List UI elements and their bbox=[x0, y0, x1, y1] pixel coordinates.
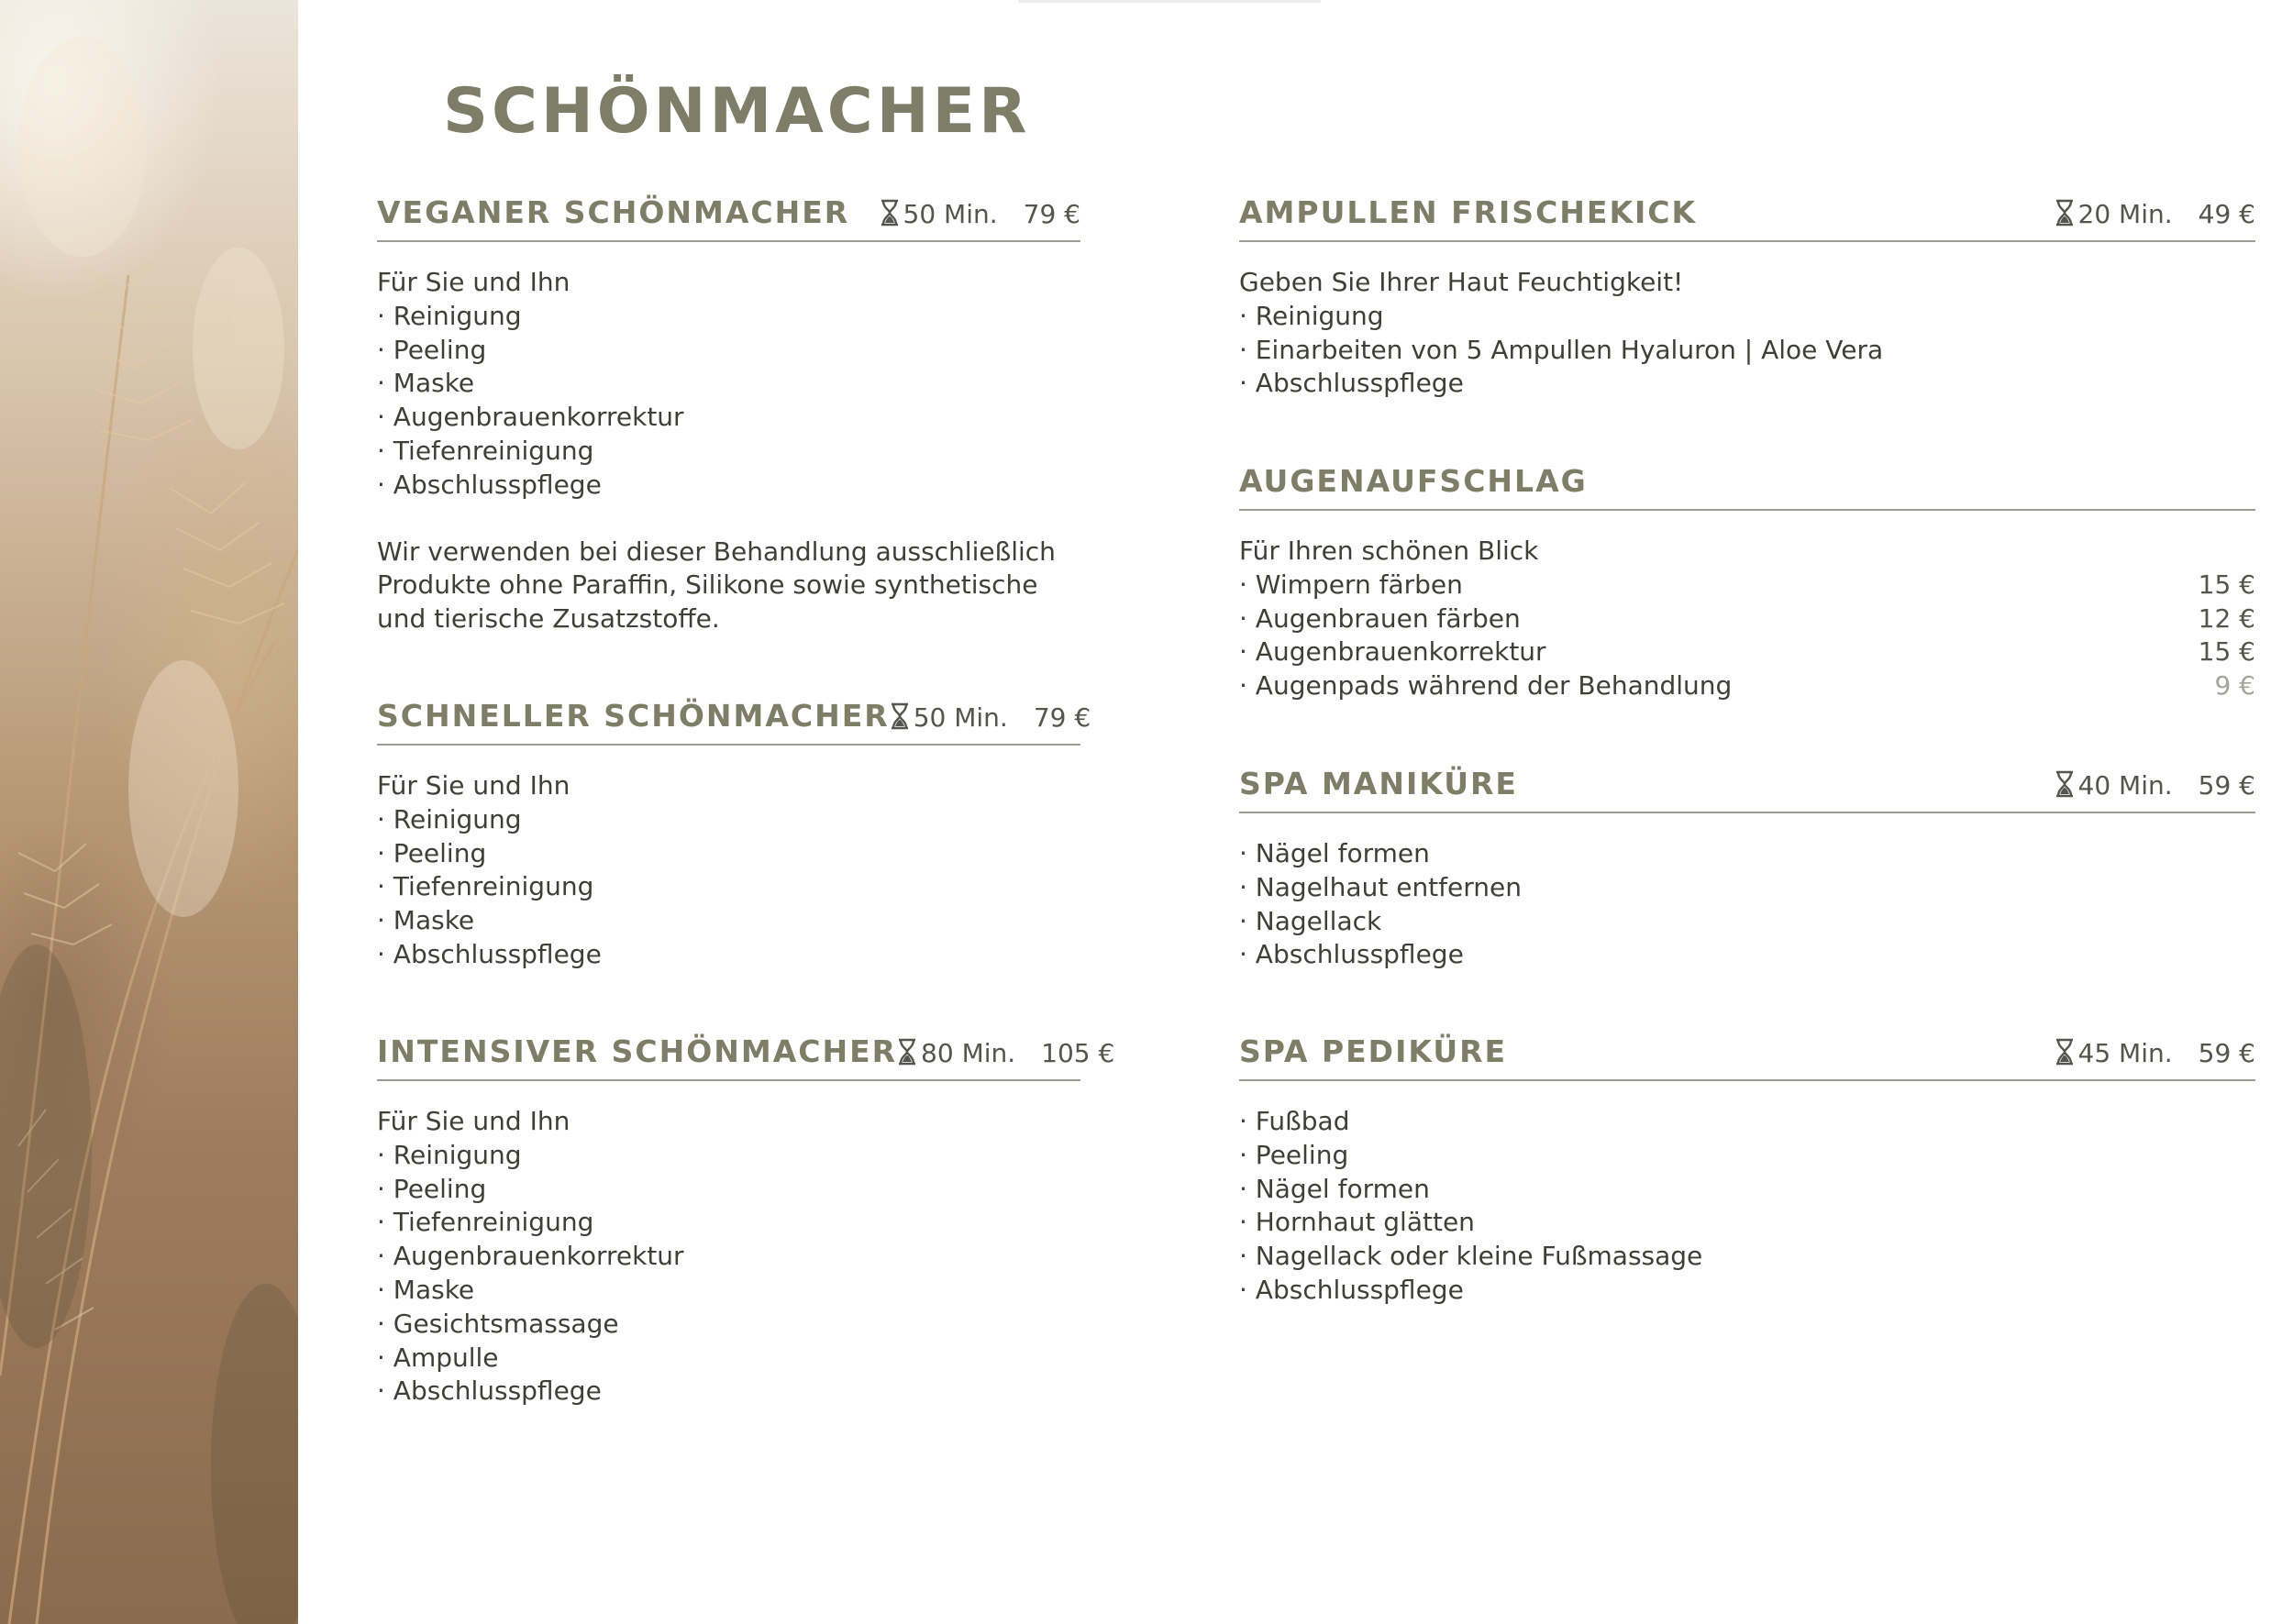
service-duration: 40 Min. bbox=[2077, 770, 2173, 801]
service-line: · Abschlusspflege bbox=[1239, 368, 1464, 399]
service-description bbox=[1239, 1081, 2255, 1308]
priced-item bbox=[1239, 569, 2255, 602]
hourglass-icon bbox=[890, 702, 910, 730]
service-line: · Peeling bbox=[1239, 1139, 1349, 1170]
service-price: 79 € bbox=[1023, 199, 1080, 229]
service-ampullen-frischekick bbox=[1239, 194, 2255, 401]
service-line: · Augenbrauenkorrektur bbox=[377, 1241, 684, 1272]
hourglass-icon bbox=[2055, 1038, 2075, 1066]
pampas-grass-photo bbox=[0, 0, 298, 1624]
service-duration: 45 Min. bbox=[2077, 1038, 2173, 1068]
priced-item-label: · Augenpads während der Behandlung bbox=[1239, 670, 1733, 702]
priced-item-price: 12 € bbox=[2198, 602, 2255, 634]
service-line: · Tiefenreinigung bbox=[377, 871, 594, 902]
service-line: · Fußbad bbox=[1239, 1106, 1350, 1136]
service-spa-pedikuere bbox=[1239, 1033, 2255, 1308]
service-meta bbox=[2055, 767, 2255, 801]
service-line: · Tiefenreinigung bbox=[377, 435, 594, 466]
service-header bbox=[377, 1033, 1115, 1081]
service-meta bbox=[897, 1034, 1114, 1068]
service-note: Wir verwenden bei dieser Behandlung ausschließlich Produkte ohne Paraffin, Silikone sowie synthetische und tierische Zusatzstoffe. bbox=[377, 536, 1056, 635]
page-title: SCHÖNMACHER bbox=[443, 75, 1031, 148]
service-price: 59 € bbox=[2198, 1038, 2255, 1068]
service-spa-manikuere bbox=[1239, 766, 2255, 972]
service-line: · Reinigung bbox=[1239, 300, 1384, 331]
priced-item-label: · Wimpern färben bbox=[1239, 569, 1463, 600]
priced-item bbox=[1239, 669, 2255, 703]
service-line: · Maske bbox=[377, 905, 475, 936]
service-line: · Augenbrauenkorrektur bbox=[377, 402, 684, 433]
service-line: · Peeling bbox=[377, 334, 487, 365]
service-title: AUGENAUFSCHLAG bbox=[1239, 463, 1588, 499]
service-line: · Abschlusspflege bbox=[1239, 1274, 1464, 1305]
service-price: 49 € bbox=[2198, 199, 2255, 229]
priced-item-price: 15 € bbox=[2198, 569, 2255, 600]
service-price: 105 € bbox=[1041, 1038, 1115, 1068]
service-line: Geben Sie Ihrer Haut Feuchtigkeit! bbox=[1239, 267, 1684, 297]
service-line: · Abschlusspflege bbox=[377, 1375, 602, 1407]
priced-item-label: · Augenbrauenkorrektur bbox=[1239, 636, 1546, 668]
service-title: SPA MANIKÜRE bbox=[1239, 766, 1518, 801]
service-title: INTENSIVER SCHÖNMACHER bbox=[377, 1033, 898, 1069]
hourglass-icon bbox=[880, 199, 900, 226]
service-intro: Für Ihren schönen Blick bbox=[1239, 536, 1539, 566]
service-description bbox=[1239, 813, 2255, 972]
service-line: · Nagellack bbox=[1239, 905, 1382, 936]
service-schneller-schoenmacher bbox=[377, 698, 1091, 972]
service-description bbox=[377, 746, 1080, 972]
priced-item bbox=[1239, 602, 2255, 636]
hourglass-icon bbox=[2055, 770, 2075, 798]
service-title: AMPULLEN FRISCHEKICK bbox=[1239, 194, 1698, 230]
service-line: · Nägel formen bbox=[1239, 838, 1430, 868]
service-line: · Reinigung bbox=[377, 803, 522, 834]
hourglass-icon bbox=[897, 1038, 917, 1066]
service-line: · Maske bbox=[377, 368, 475, 399]
service-line: · Abschlusspflege bbox=[377, 938, 602, 969]
service-line: · Maske bbox=[377, 1274, 475, 1305]
priced-item-price: 9 € bbox=[2214, 670, 2255, 702]
service-header bbox=[1239, 766, 2255, 813]
service-line: Für Sie und Ihn bbox=[377, 770, 570, 801]
service-line: · Tiefenreinigung bbox=[377, 1207, 594, 1238]
service-veganer-schoenmacher bbox=[377, 194, 1080, 636]
service-duration: 50 Min. bbox=[913, 702, 1008, 733]
service-meta bbox=[2055, 1034, 2255, 1068]
service-intensiver-schoenmacher bbox=[377, 1033, 1115, 1409]
service-line: · Reinigung bbox=[377, 300, 522, 331]
service-price: 79 € bbox=[1033, 702, 1091, 733]
top-tab-indicator bbox=[1018, 0, 1321, 3]
service-duration: 20 Min. bbox=[2077, 199, 2173, 229]
service-line: · Abschlusspflege bbox=[1239, 939, 1464, 970]
priced-item bbox=[1239, 635, 2255, 669]
service-header bbox=[1239, 463, 2255, 511]
service-header bbox=[1239, 1033, 2255, 1081]
service-price: 59 € bbox=[2198, 770, 2255, 801]
service-line: · Einarbeiten von 5 Ampullen Hyaluron | Aloe Vera bbox=[1239, 334, 1884, 365]
service-line: · Ampulle bbox=[377, 1342, 499, 1373]
service-augenaufschlag bbox=[1239, 463, 2255, 703]
service-line: · Gesichtsmassage bbox=[377, 1308, 619, 1339]
service-description bbox=[1239, 242, 2255, 401]
service-line: · Abschlusspflege bbox=[377, 469, 602, 500]
service-header bbox=[1239, 194, 2255, 242]
service-description bbox=[377, 1081, 1080, 1409]
service-line: Für Sie und Ihn bbox=[377, 1106, 570, 1136]
service-header bbox=[377, 698, 1091, 746]
service-meta bbox=[880, 195, 1080, 229]
service-line: · Nägel formen bbox=[1239, 1173, 1430, 1204]
service-duration: 50 Min. bbox=[903, 199, 998, 229]
service-line: · Nagelhaut entfernen bbox=[1239, 871, 1522, 902]
service-line: · Reinigung bbox=[377, 1139, 522, 1170]
service-description bbox=[377, 242, 1080, 636]
service-duration: 80 Min. bbox=[921, 1038, 1016, 1068]
service-line: · Peeling bbox=[377, 837, 487, 868]
service-title: VEGANER SCHÖNMACHER bbox=[377, 194, 850, 230]
service-line: Für Sie und Ihn bbox=[377, 267, 570, 297]
service-title: SCHNELLER SCHÖNMACHER bbox=[377, 698, 890, 734]
service-title: SPA PEDIKÜRE bbox=[1239, 1033, 1508, 1069]
priced-item-label: · Augenbrauen färben bbox=[1239, 602, 1521, 634]
service-description bbox=[1239, 511, 2255, 703]
service-meta bbox=[890, 699, 1091, 733]
service-line: · Nagellack oder kleine Fußmassage bbox=[1239, 1241, 1703, 1272]
priced-item-price: 15 € bbox=[2198, 636, 2255, 668]
hourglass-icon bbox=[2055, 199, 2075, 226]
service-line: · Hornhaut glätten bbox=[1239, 1207, 1475, 1238]
service-header bbox=[377, 194, 1080, 242]
service-meta bbox=[2055, 195, 2255, 229]
service-line: · Peeling bbox=[377, 1173, 487, 1204]
